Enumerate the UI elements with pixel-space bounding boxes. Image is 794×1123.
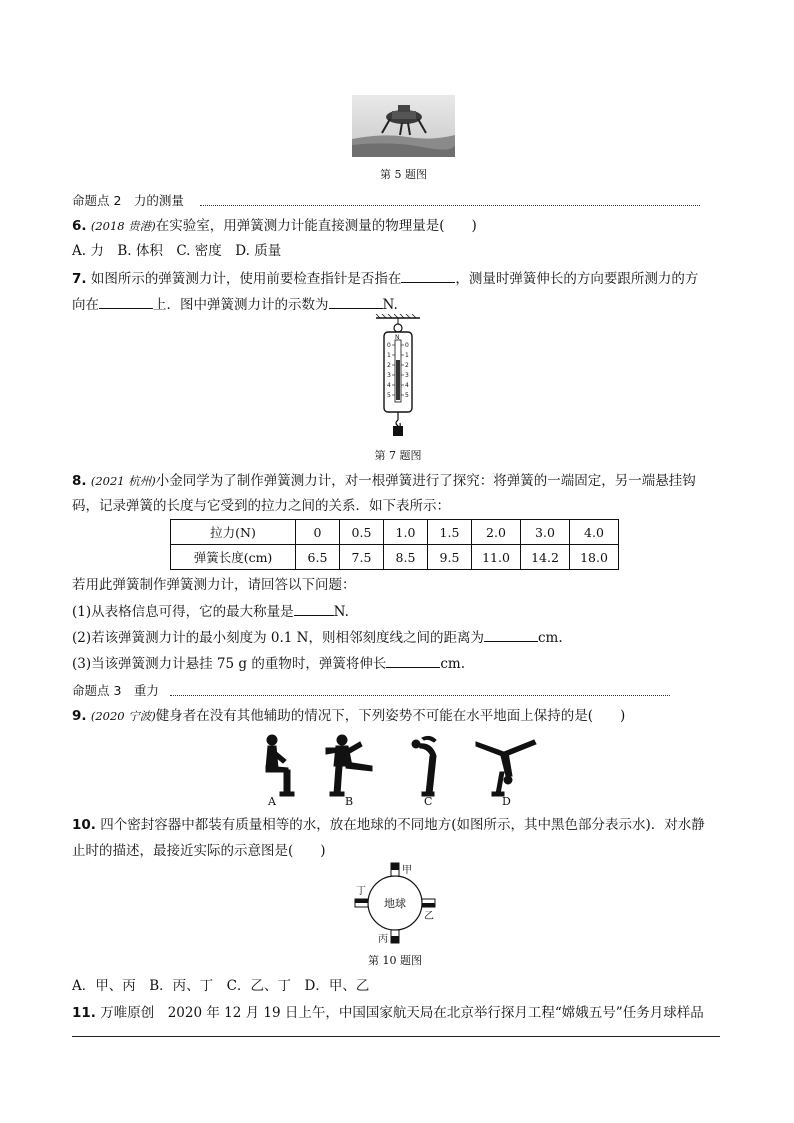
section-heading-gravity: 命题点 3 重力 <box>72 683 159 698</box>
question-8-line-2: 码，记录弹簧的长度与它受到的拉力之间的关系．如下表所示： <box>72 498 450 514</box>
question-number: 10. <box>72 817 96 833</box>
table-cell: 8.5 <box>384 545 428 570</box>
question-8-sub-1 <box>72 601 349 622</box>
question-8-sub-2 <box>72 627 563 648</box>
question-text: 四个密封容器中都装有质量相等的水，放在地球的不同地方(如图所示，其中黑色部分表示水)．对水静 <box>100 817 705 833</box>
table-row <box>171 545 619 570</box>
scale-tick-label: 5 <box>405 392 409 399</box>
figure-7-caption: 第 7 题图 <box>374 449 422 462</box>
question-text: 如图所示的弹簧测力计，使用前要检查指针是否指在 <box>90 271 402 287</box>
table-cell: 2.0 <box>472 520 521 545</box>
scale-tick-label: 3 <box>387 372 391 379</box>
table-cell: 7.5 <box>340 545 384 570</box>
lander-photo <box>352 95 455 157</box>
question-source: (2020 宁波) <box>90 709 156 723</box>
unit-mark: N <box>395 334 400 341</box>
posture-figures <box>250 732 550 806</box>
scale-tick-label: 2 <box>387 362 391 369</box>
posture-c-figure <box>412 736 436 796</box>
spring-scale-diagram <box>370 314 426 438</box>
question-text: N. <box>382 297 398 313</box>
scale-tick-label: 4 <box>405 382 409 389</box>
section-divider <box>170 695 670 696</box>
table-cell: 14.2 <box>521 545 570 570</box>
scale-tick-label: 4 <box>387 382 391 389</box>
question-10-line-1 <box>72 815 705 835</box>
question-text: cm. <box>538 630 563 646</box>
question-text: N. <box>333 604 349 620</box>
question-source: (2021 杭州) <box>90 474 156 488</box>
answer-blank[interactable] <box>99 294 153 309</box>
answer-blank[interactable] <box>329 294 383 309</box>
table-header-cell: 拉力(N) <box>171 520 296 545</box>
question-text: 上．图中弹簧测力计的示数为 <box>153 297 329 313</box>
question-text: 健身者在没有其他辅助的情况下，下列姿势不可能在水平地面上保持的是( ) <box>155 708 626 724</box>
question-number: 11. <box>72 1005 96 1021</box>
scale-tick-label: 1 <box>405 352 409 359</box>
scale-tick-label: 1 <box>387 352 391 359</box>
posture-label-b: B <box>345 795 354 806</box>
posture-label-a: A <box>268 795 276 806</box>
posture-label-c: C <box>424 795 433 806</box>
answer-blank[interactable] <box>401 268 455 283</box>
question-number: 6. <box>72 218 87 234</box>
label-jia: 甲 <box>402 865 412 876</box>
label-bing: 丙 <box>378 934 388 944</box>
question-text: 万唯原创 2020 年 12 月 19 日上午，中国国家航天局在北京举行探月工程“嫦娥五号”任务月球样品 <box>100 1005 704 1021</box>
scale-tick-label: 0 <box>387 342 391 349</box>
figure-5-caption: 第 5 题图 <box>380 168 427 181</box>
question-9 <box>72 706 625 726</box>
section-divider <box>200 205 700 206</box>
question-text: 小金同学为了制作弹簧测力计，对一根弹簧进行了探究：将弹簧的一端固定，另一端悬挂钩 <box>155 473 696 489</box>
table-cell: 1.5 <box>428 520 472 545</box>
figure-10-caption: 第 10 题图 <box>368 954 422 967</box>
question-text: (2)若该弹簧测力计的最小刻度为 0.1 N，则相邻刻度线之间的距离为 <box>72 630 484 646</box>
question-text: 向在 <box>72 297 99 313</box>
page-bottom-rule <box>72 1036 720 1037</box>
question-8-line-1 <box>72 471 696 491</box>
question-text: (1)从表格信息可得，它的最大称量是 <box>72 604 294 620</box>
question-number: 7. <box>72 271 87 287</box>
posture-a-figure <box>266 735 294 796</box>
table-cell: 4.0 <box>570 520 619 545</box>
question-text: (3)当该弹簧测力计悬挂 75 g 的重物时，弹簧将伸长 <box>72 656 387 672</box>
question-source: (2018 贵港) <box>90 219 156 233</box>
question-text: cm. <box>440 656 465 672</box>
table-cell: 3.0 <box>521 520 570 545</box>
table-cell: 6.5 <box>296 545 340 570</box>
question-11 <box>72 1003 704 1023</box>
table-cell: 1.0 <box>384 520 428 545</box>
table-cell: 0.5 <box>340 520 384 545</box>
question-6-options: A. 力 B. 体积 C. 密度 D. 质量 <box>72 243 282 259</box>
question-10-line-2: 止时的描述，最接近实际的示意图是( ) <box>72 843 326 859</box>
question-10-options: A．甲、丙 B．丙、丁 C．乙、丁 D．甲、乙 <box>72 978 370 994</box>
table-row <box>171 520 619 545</box>
question-text: ，测量时弹簧伸长的方向要跟所测力的方 <box>455 271 699 287</box>
spring-data-table <box>170 519 619 570</box>
question-8-intro: 若用此弹簧制作弹簧测力计，请回答以下问题： <box>72 577 356 593</box>
question-7-line-2 <box>72 294 398 315</box>
scale-tick-label: 0 <box>405 342 409 349</box>
question-8-sub-3 <box>72 653 465 674</box>
question-text: 在实验室，用弹簧测力计能直接测量的物理量是( ) <box>155 218 477 234</box>
table-cell: 0 <box>296 520 340 545</box>
posture-d-figure <box>476 740 536 796</box>
table-cell: 11.0 <box>472 545 521 570</box>
earth-label: 地球 <box>384 897 406 910</box>
answer-blank[interactable] <box>294 601 334 616</box>
posture-b-figure <box>326 735 372 796</box>
scale-tick-label: 2 <box>405 362 409 369</box>
scale-tick-label: 5 <box>387 392 391 399</box>
earth-containers-diagram <box>350 862 440 944</box>
question-6 <box>72 216 477 236</box>
answer-blank[interactable] <box>484 627 538 642</box>
table-cell: 18.0 <box>570 545 619 570</box>
answer-blank[interactable] <box>386 653 440 668</box>
question-7-line-1 <box>72 268 698 289</box>
table-cell: 9.5 <box>428 545 472 570</box>
label-yi: 乙 <box>424 911 434 922</box>
section-heading-force-measurement: 命题点 2 力的测量 <box>72 193 184 208</box>
table-header-cell: 弹簧长度(cm) <box>171 545 296 570</box>
scale-tick-label: 3 <box>405 372 409 379</box>
question-number: 8. <box>72 473 87 489</box>
question-number: 9. <box>72 708 87 724</box>
label-ding: 丁 <box>356 886 366 897</box>
posture-label-d: D <box>502 795 511 806</box>
